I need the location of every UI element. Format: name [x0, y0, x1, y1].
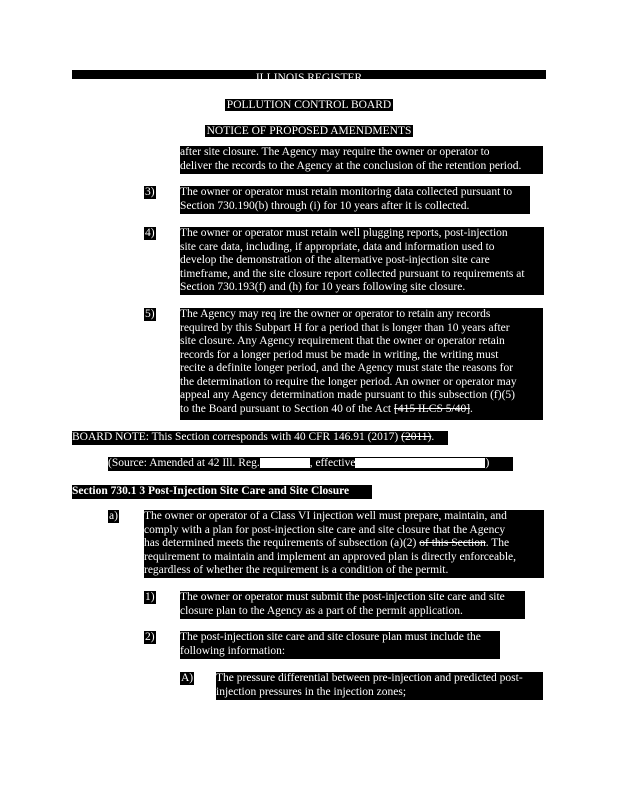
struck-phrase: of this Section — [419, 537, 486, 549]
board-title: POLLUTION CONTROL BOARD — [226, 99, 392, 111]
paragraph-line: The pressure differential between pre-injection and predicted post- — [216, 672, 523, 684]
item-a-text — [144, 510, 544, 578]
blank-gap — [260, 458, 310, 468]
paragraph-line — [144, 537, 544, 551]
paragraph-line: The post-injection site care and site closure plan must include the — [180, 631, 481, 643]
paragraph-line: comply with a plan for post-injection site care and site closure that the Agency — [144, 523, 506, 536]
paragraph-line: regardless of whether the requirement is a condition of the permit. — [144, 564, 449, 576]
item-a2A-text — [216, 672, 543, 700]
board-title-row — [0, 95, 618, 113]
board-note — [72, 431, 448, 445]
item-a2A-label: A) — [181, 672, 194, 684]
section-heading: Section 730.1 3 Post-Injection Site Care and Site Closure — [72, 485, 372, 499]
item-a-label: a) — [109, 510, 118, 522]
paragraph-line: deliver the records to the Agency at the conclusion of the retention period. — [180, 159, 522, 172]
paragraph-line: following information: — [180, 644, 286, 657]
item-3-text — [180, 186, 530, 214]
text-run: . — [431, 431, 435, 443]
text-run: to the Board pursuant to Section 40 of the Act — [180, 402, 394, 415]
text-run: has determined meets the requirements of subsection (a)(2) — [144, 537, 420, 549]
struck-citation: [415 ILCS 5/40] — [394, 402, 471, 415]
paragraph-line: recite a definite longer period, and the Agency must state the reasons for — [180, 362, 514, 374]
paragraph-line: The Agency may req ire the owner or operator to retain any records — [180, 308, 491, 320]
paragraph-line: required by this Subpart H for a period that is longer than 10 years after — [180, 321, 510, 334]
paragraph-line: Section 730.193(f) and (h) for 10 years following site closure. — [180, 281, 466, 293]
paragraph-line: records for a longer period must be made in writing, the writing must — [180, 348, 499, 361]
paragraph-line: site closure. Any Agency requirement that the owner or operator retain — [180, 335, 505, 347]
item-a2-label: 2) — [145, 631, 155, 643]
paragraph-line: after site closure. The Agency may require the owner or operator to — [180, 146, 490, 158]
paragraph-line: timeframe, and the site closure report collected pursuant to requirements at — [180, 267, 525, 280]
item-4-text — [180, 227, 544, 295]
paragraph-line: The owner or operator must retain monitoring data collected pursuant to — [180, 186, 513, 198]
paragraph-line: The owner or operator must retain well plugging reports, post-injection — [180, 227, 508, 239]
notice-title: NOTICE OF PROPOSED AMENDMENTS — [206, 125, 412, 137]
paragraph-line: The owner or operator of a Class VI injection well must prepare, maintain, and — [144, 510, 507, 522]
item-5-text — [180, 308, 543, 420]
paragraph-line: closure plan to the Agency as a part of the permit application. — [180, 604, 463, 617]
item-a2-text — [180, 631, 500, 659]
item-4-label: 4) — [145, 227, 155, 239]
item-a1-label: 1) — [145, 591, 155, 603]
paragraph-line: appeal any Agency determination made pursuant to this subsection (f)(5) — [180, 389, 515, 401]
blank-gap — [355, 458, 485, 468]
paragraph-line: Section 730.190(b) through (i) for 10 years after it is collected. — [180, 199, 470, 212]
paragraph-line: the determination to require the longer period. An owner or operator may — [180, 375, 517, 388]
struck-year: (2011) — [401, 431, 432, 443]
text-run: . The — [485, 537, 510, 549]
paragraph-line: injection pressures in the injection zones; — [216, 685, 407, 698]
item-a1-text — [180, 591, 525, 619]
item-5-label: 5) — [145, 308, 155, 320]
paragraph-line: site care data, including, if appropriate, data and information used to — [180, 240, 495, 253]
register-title-row — [0, 68, 618, 86]
source-line — [108, 457, 513, 471]
register-title: ILLINOIS REGISTER — [255, 72, 363, 84]
paragraph-line: The owner or operator must submit the post-injection site care and site — [180, 591, 505, 603]
paragraph-line — [180, 403, 543, 417]
paragraph-line: requirement to maintain and implement an approved plan is directly enforceable, — [144, 550, 517, 563]
notice-title-row — [0, 121, 618, 139]
source-text: (Source: Amended at 42 Ill. Reg. — [108, 457, 260, 469]
continued-paragraph — [180, 146, 543, 174]
source-effective: , effective — [309, 457, 356, 469]
item-3-label: 3) — [145, 186, 155, 198]
text-run: BOARD NOTE: This Section corresponds with 40 CFR 146.91 (2017) — [72, 431, 402, 443]
paragraph-line: develop the demonstration of the alternative post-injection site care — [180, 254, 490, 266]
text-run: . — [470, 402, 473, 415]
source-close: ) — [485, 457, 490, 469]
